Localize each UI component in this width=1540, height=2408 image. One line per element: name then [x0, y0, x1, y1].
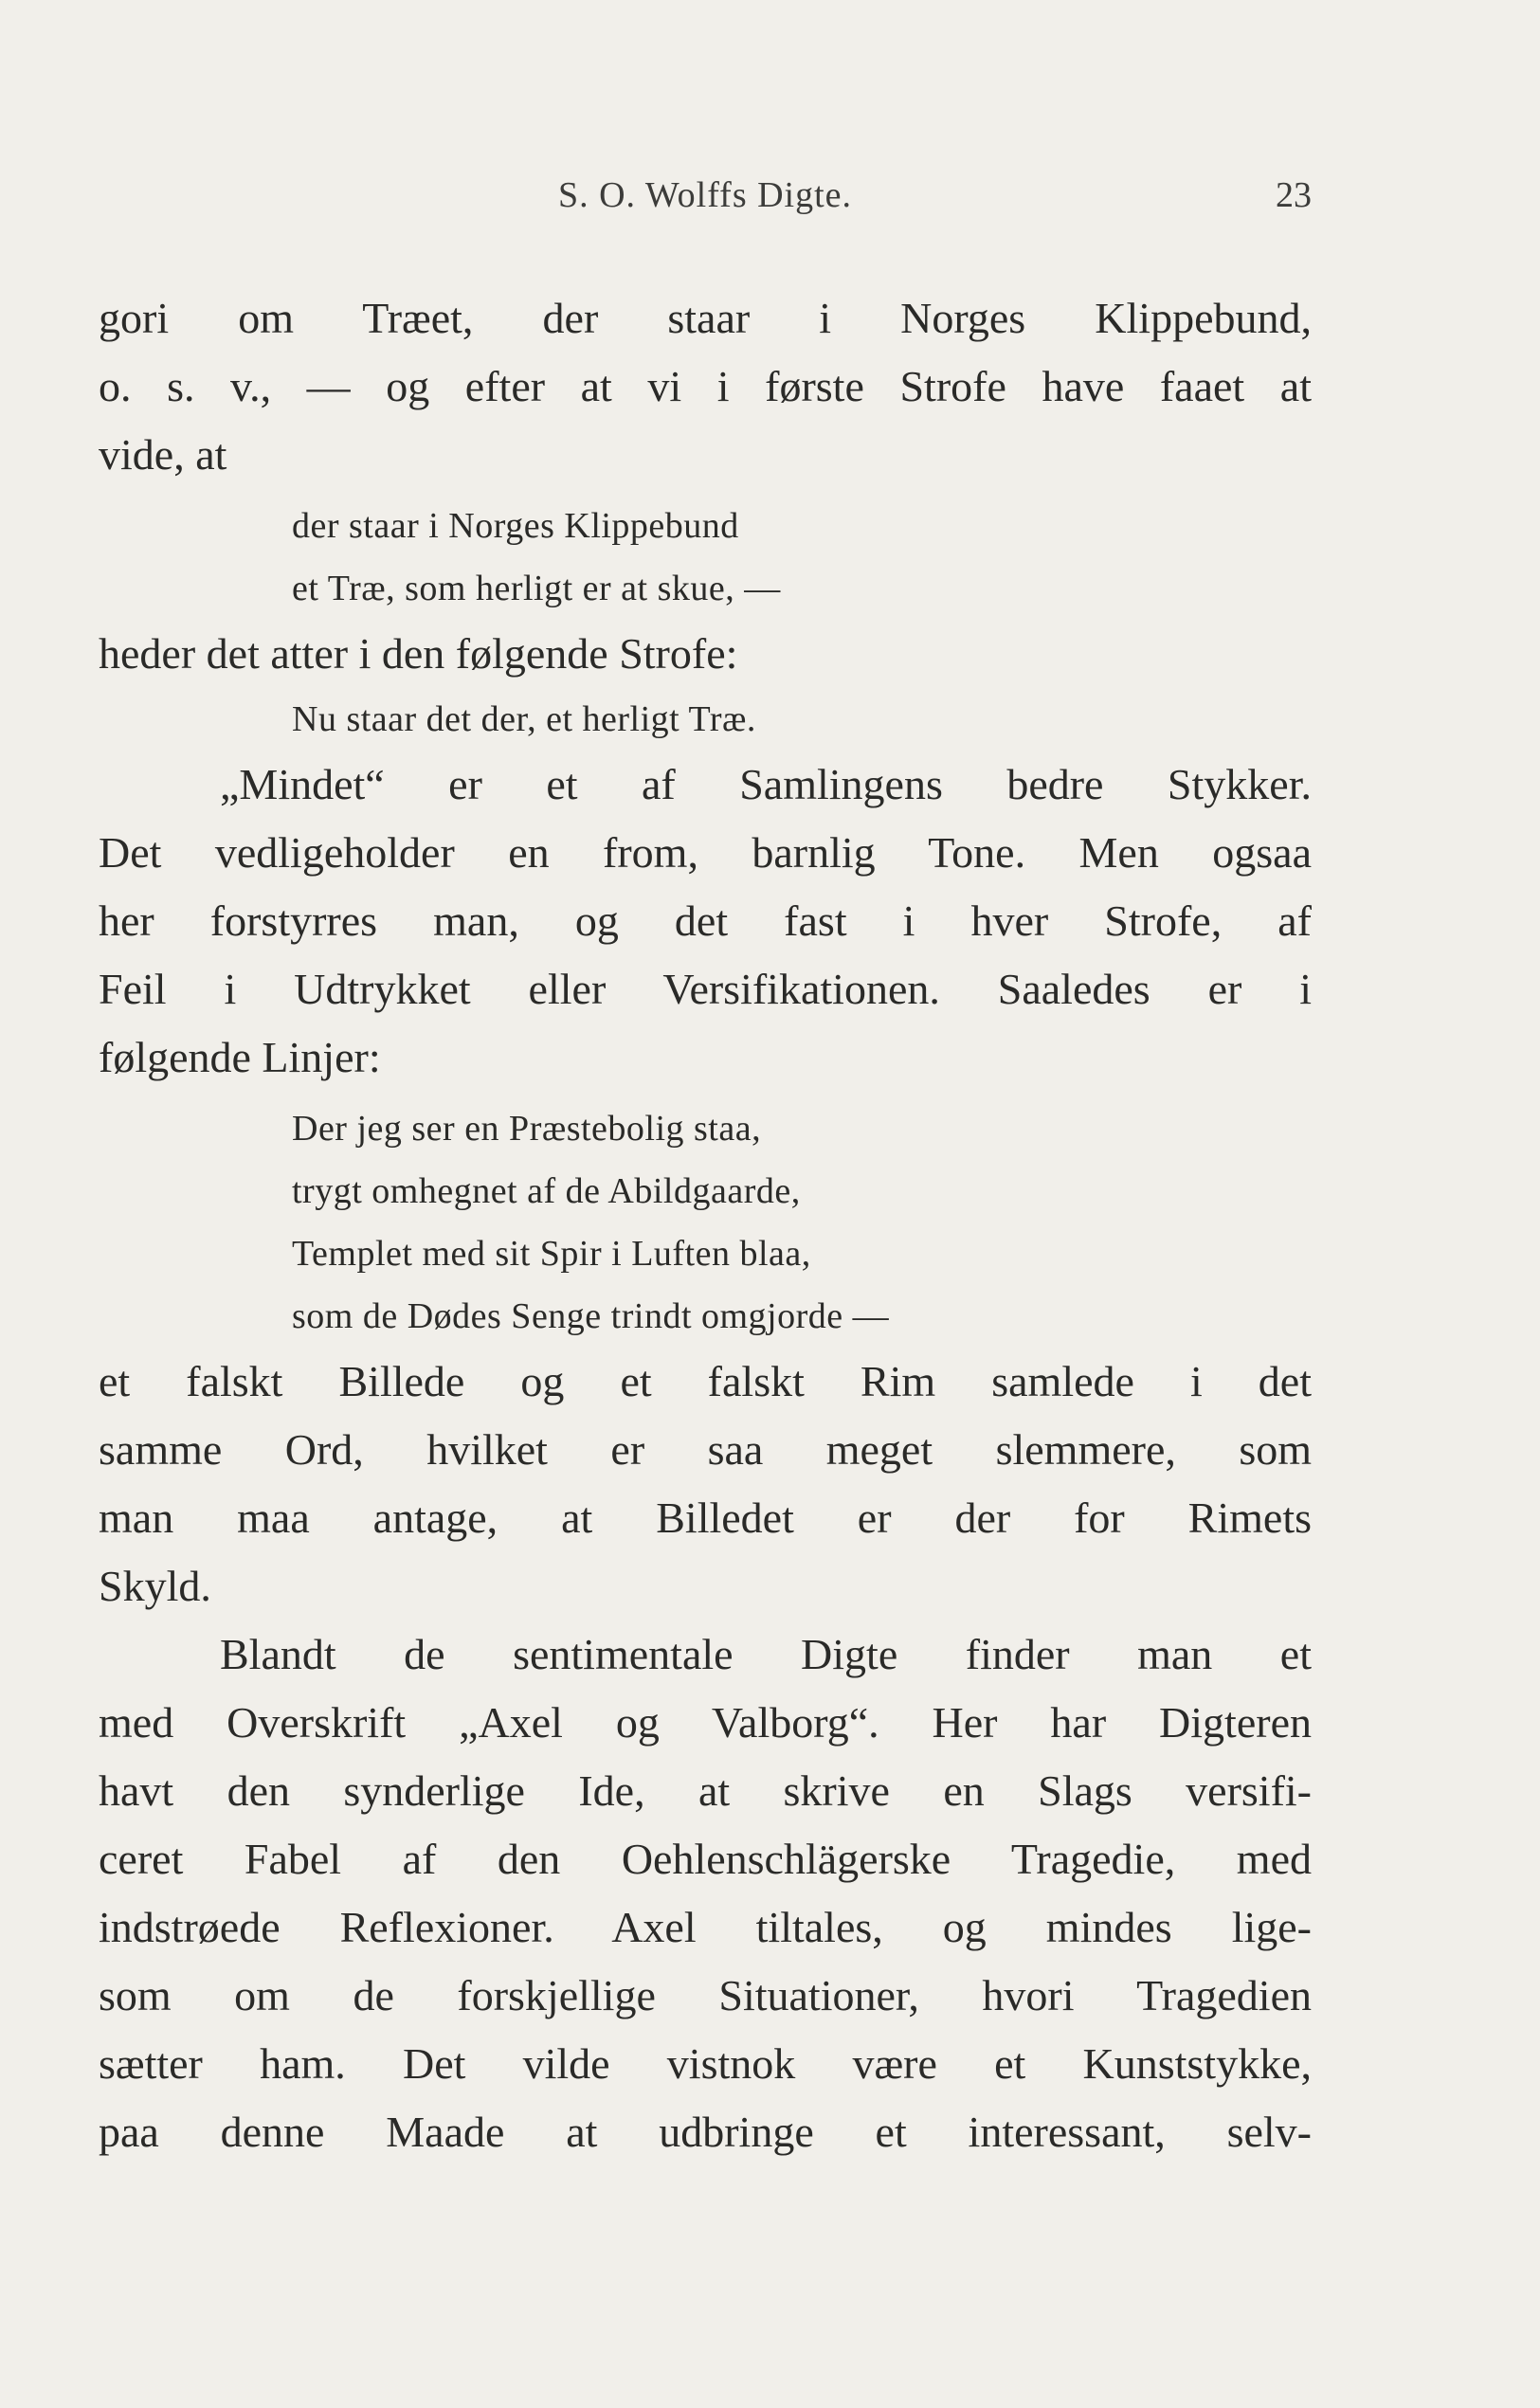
text-line: Skyld.	[99, 1562, 211, 1610]
text-line: heder det atter i den følgende Strofe:	[99, 629, 738, 678]
paragraph	[99, 1620, 1312, 2166]
text-line: Blandt de sentimentale Digte finder man et	[220, 1630, 1312, 1678]
verse-line: trygt omhegnet af de Abildgaarde,	[292, 1171, 801, 1211]
verse-line: der staar i Norges Klippebund	[292, 506, 739, 546]
paragraph	[99, 620, 1312, 688]
verse-quotation	[99, 688, 1312, 751]
paragraph	[99, 284, 1312, 489]
text-line: ceret Fabel af den Oehlenschlägerske Tragedie, med	[99, 1835, 1312, 1883]
text-line: vide, at	[99, 430, 227, 479]
text-line: Det vedligeholder en from, barnlig Tone. Men ogsaa	[99, 828, 1312, 877]
verse-line: som de Dødes Senge trindt omgjorde —	[292, 1296, 890, 1336]
text-line: Feil i Udtrykket eller Versifikationen. Saaledes er i	[99, 965, 1312, 1013]
text-line: o. s. v., — og efter at vi i første Strofe have faaet at	[99, 362, 1312, 410]
body-text	[99, 284, 1312, 2166]
page-number: 23	[1276, 175, 1312, 215]
paragraph	[99, 1348, 1312, 1620]
paragraph	[99, 751, 1312, 1092]
verse-line: et Træ, som herligt er at skue, —	[292, 569, 781, 608]
verse-quotation	[99, 495, 1312, 620]
text-line: havt den synderlige Ide, at skrive en Slags versifi-	[99, 1766, 1312, 1815]
text-line: paa denne Maade at udbringe et interessant, selv-	[99, 2108, 1312, 2156]
text-line: et falskt Billede og et falskt Rim samlede i det	[99, 1357, 1312, 1405]
text-line: „Mindet“ er et af Samlingens bedre Stykker.	[220, 760, 1312, 808]
text-line: indstrøede Reflexioner. Axel tiltales, og mindes lige-	[99, 1903, 1312, 1951]
text-line: samme Ord, hvilket er saa meget slemmere, som	[99, 1425, 1312, 1474]
text-line: som om de forskjellige Situationer, hvori Tragedien	[99, 1971, 1312, 2019]
page-header	[99, 174, 1312, 222]
text-line: her forstyrres man, og det fast i hver Strofe, af	[99, 896, 1312, 945]
running-title: S. O. Wolffs Digte.	[557, 175, 853, 215]
verse-line: Templet med sit Spir i Luften blaa,	[292, 1234, 811, 1274]
verse-quotation	[99, 1097, 1312, 1348]
verse-line: Der jeg ser en Præstebolig staa,	[292, 1109, 762, 1149]
text-line: gori om Træet, der staar i Norges Klippebund,	[99, 294, 1312, 342]
text-line: man maa antage, at Billedet er der for Rimets	[99, 1494, 1312, 1542]
verse-line: Nu staar det der, et herligt Træ.	[292, 699, 756, 739]
text-line: med Overskrift „Axel og Valborg“. Her har Digteren	[99, 1698, 1312, 1747]
text-line: følgende Linjer:	[99, 1033, 381, 1081]
text-line: sætter ham. Det vilde vistnok være et Kunststykke,	[99, 2039, 1312, 2088]
